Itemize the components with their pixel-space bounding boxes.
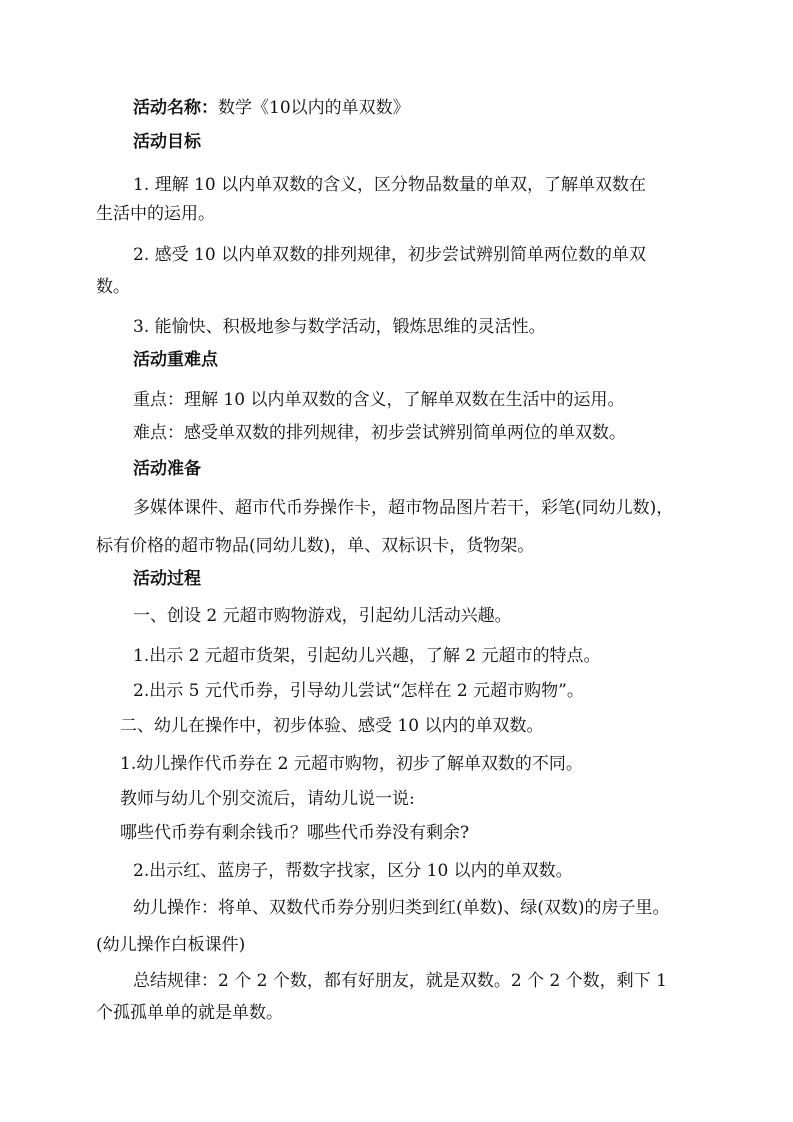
goal-2-line-1: 2. 感受 10 以内单双数的排列规律，初步尝试辨别简单两位数的单双 — [133, 245, 647, 265]
process-step-1: 一、创设 2 元超市购物游戏，引起幼儿活动兴趣。 — [133, 606, 512, 626]
preparation-line-1: 多媒体课件、超市代币券操作卡，超市物品图片若干，彩笔(同幼儿数)， — [133, 498, 674, 518]
process-step-1-1: 1.出示 2 元超市货架，引起幼儿兴趣，了解 2 元超市的特点。 — [133, 646, 601, 666]
process-step-2-question: 哪些代币券有剩余钱币？哪些代币券没有剩余? — [120, 823, 470, 843]
summary-line-1: 总结规律：2 个 2 个数，都有好朋友，就是双数。2 个 2 个数，剩下 1 — [133, 971, 667, 991]
goal-3: 3. 能愉快、积极地参与数学活动，锻炼思维的灵活性。 — [133, 317, 546, 337]
process-step-2: 二、幼儿在操作中，初步体验、感受 10 以内的单双数。 — [120, 716, 544, 736]
heading-process: 活动过程 — [133, 569, 201, 589]
goal-1-line-2: 生活中的运用。 — [96, 204, 215, 224]
heading-preparation: 活动准备 — [133, 459, 201, 479]
activity-title-label: 活动名称： — [133, 98, 218, 118]
process-step-2-1: 1.幼儿操作代币券在 2 元超市购物，初步了解单双数的不同。 — [120, 754, 583, 774]
child-operation-line-1: 幼儿操作：将单、双数代币券分别归类到红(单数)、绿(双数)的房子里。 — [133, 898, 670, 918]
activity-title-value: 数学《10以内的单双数》 — [218, 98, 410, 118]
key-point: 重点：理解 10 以内单双数的含义，了解单双数在生活中的运用。 — [133, 390, 625, 410]
summary-line-2: 个孤孤单单的就是单数。 — [96, 1003, 283, 1023]
child-operation-line-2: (幼儿操作白板课件) — [96, 935, 246, 955]
process-step-2-2: 2.出示红、蓝房子，帮数字找家，区分 10 以内的单双数。 — [133, 861, 573, 881]
goal-2-line-2: 数。 — [96, 277, 130, 297]
goal-1-line-1: 1. 理解 10 以内单双数的含义，区分物品数量的单双，了解单双数在 — [133, 175, 647, 195]
heading-key-points: 活动重难点 — [133, 350, 218, 370]
heading-goals: 活动目标 — [133, 132, 201, 152]
process-step-1-2: 2.出示 5 元代币券，引导幼儿尝试“怎样在 2 元超市购物”。 — [133, 681, 584, 701]
difficulty-point: 难点：感受单双数的排列规律，初步尝试辨别简单两位的单双数。 — [133, 423, 626, 443]
preparation-line-2: 标有价格的超市物品(同幼儿数)，单、双标识卡，货物架。 — [96, 536, 535, 556]
process-step-2-talk: 教师与幼儿个别交流后，请幼儿说一说: — [120, 789, 415, 809]
activity-title — [133, 97, 410, 119]
